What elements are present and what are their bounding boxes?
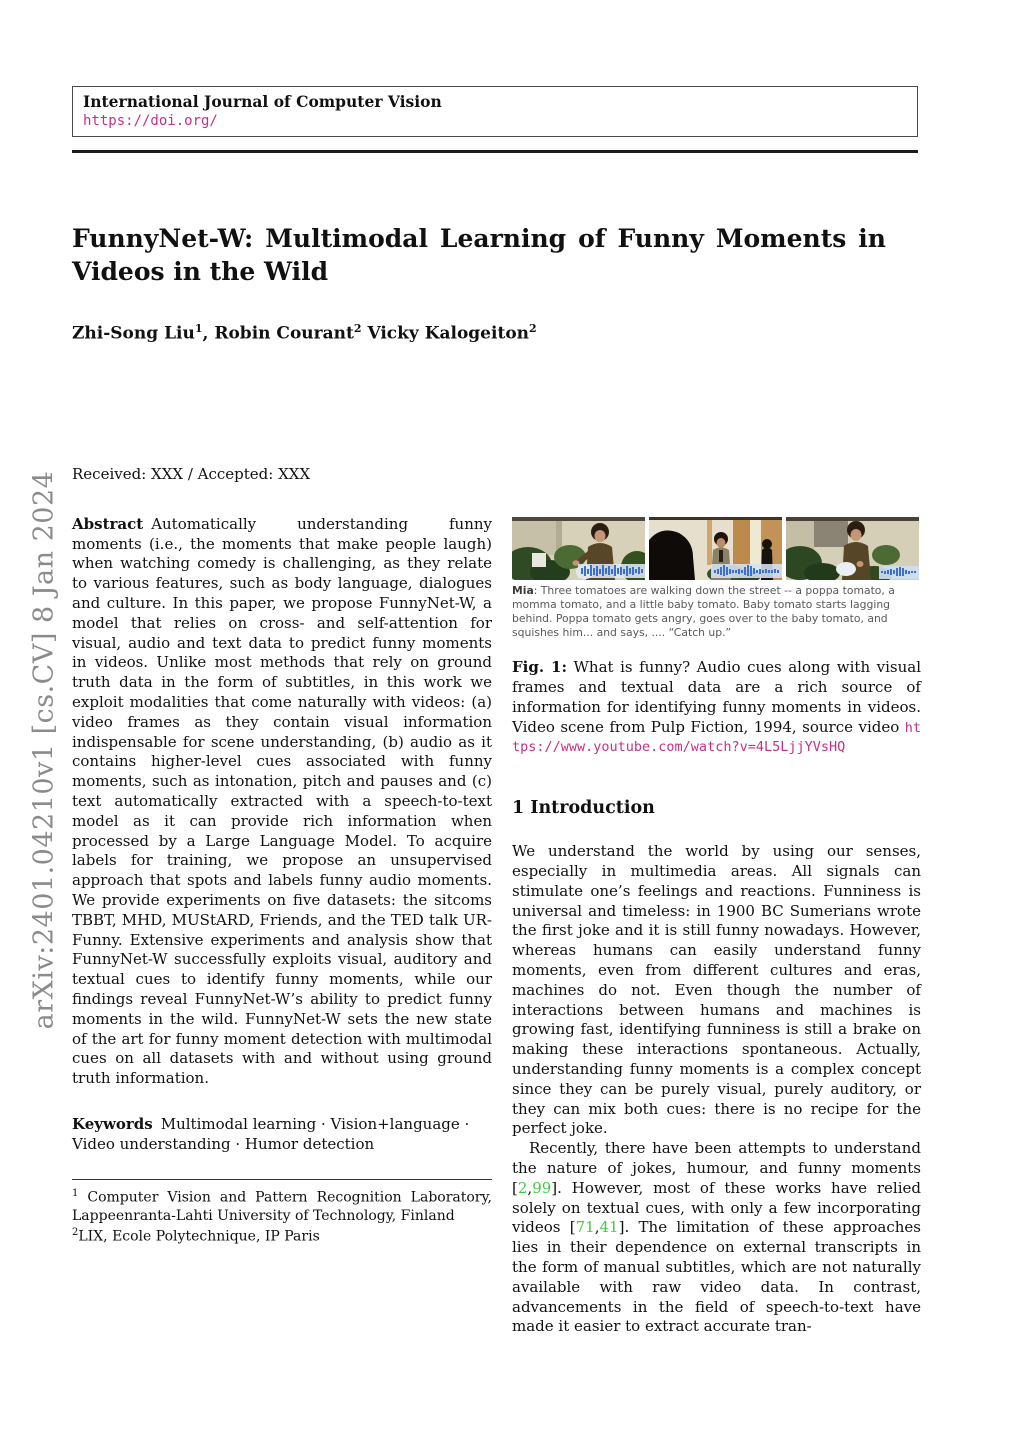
figure-1-caption bbox=[512, 658, 921, 757]
video-frame-3 bbox=[786, 517, 919, 580]
figure-1-caption-text: What is funny? Audio cues along with visual frames and textual data are a rich source of information for identifying funny moments in videos. Video scene from Pulp Fiction, 1994, source video https://www.youtube.com/watch?v=4L5LjjYVsHQ bbox=[512, 658, 921, 756]
video-frame-1 bbox=[512, 517, 645, 580]
abstract-paragraph bbox=[72, 515, 492, 1089]
introduction-paragraph-2: Recently, there have been attempts to understand the nature of jokes, humour, and funny moments [2,99]. However, most of these works have relied solely on textual cues, with only a few incorporating videos [71,41]. The limitation of these approaches lies in their dependence on external transcripts in the form of manual subtitles, which are not naturally available with raw video data. In contrast, advancements in the field of speech-to-text have made it easier to extract accurate tran- bbox=[512, 1139, 921, 1336]
citation-ref[interactable]: 41 bbox=[599, 1218, 619, 1237]
footnote: $^1$ Computer Vision and Pattern Recognition Laboratory, Lappeenranta-Lahti University of Technology, Finland bbox=[72, 1187, 492, 1225]
figure-1-transcript bbox=[512, 584, 921, 640]
external-link[interactable]: https://www.youtube.com/watch?v=4L5LjjYVsHQ bbox=[512, 719, 921, 756]
transcript-speaker: Mia bbox=[512, 584, 534, 597]
footnote: $^2$LIX, Ecole Polytechnique, IP Paris bbox=[72, 1226, 320, 1245]
frame-woman-talking bbox=[512, 517, 645, 580]
author-affiliation-sup: 1 bbox=[194, 322, 203, 335]
citation-ref[interactable]: 99 bbox=[532, 1178, 552, 1197]
footnote-block bbox=[72, 1179, 492, 1247]
journal-name: International Journal of Computer Vision bbox=[83, 92, 442, 111]
citation-ref[interactable]: 71 bbox=[575, 1218, 595, 1237]
footnote-sup: 1 bbox=[72, 1187, 79, 1199]
author-affiliation-sup: 2 bbox=[353, 322, 362, 335]
author-line: Zhi-Song Liu$^1$, Robin Courant$^2$ Vicky Kalogeiton$^2$ bbox=[72, 322, 537, 344]
footnote-sup: 2 bbox=[72, 1226, 79, 1238]
figure-1-film-strip bbox=[512, 517, 921, 580]
transcript-text: : Three tomatoes are walking down the street -- a poppa tomato, a momma tomato, and a little baby tomato. Baby tomato starts lagging behind. Poppa tomato gets angry, goes over to the baby tomato, and squishes him... and says, .... “Catch up.” bbox=[512, 584, 895, 640]
frame-woman-holding-cloth bbox=[786, 517, 919, 580]
keywords-line bbox=[72, 1115, 492, 1155]
journal-header-box bbox=[72, 86, 918, 137]
page-title: FunnyNet-W: Multimodal Learning of Funny Moments in Videos in the Wild bbox=[72, 224, 886, 287]
audio-waveform-icon bbox=[879, 566, 919, 579]
audio-waveform-icon bbox=[578, 564, 645, 578]
frame-two-men-courtyard bbox=[649, 517, 782, 580]
doi-link[interactable]: https://doi.org/ bbox=[83, 113, 218, 130]
figure-1-caption-label: Fig. 1: bbox=[512, 658, 567, 677]
left-column bbox=[72, 465, 492, 1246]
introduction-paragraph-1: We understand the world by using our senses, especially in multimedia areas. All signals can stimulate one’s feelings and reactions. Funniness is universal and timeless: in 1900 BC Sumerians wrote the first joke and it is still funny nowadays. However, whereas humans can easily understand funny moments, even from different cultures and eras, machines do not. Even though the number of interactions between humans and machines is growing fast, identifying funniness is still a brake on making these interactions spontaneous. Actually, understanding funny moments is a complex concept since they can be purely visual, purely auditory, or they can mix both cues: there is no recipe for the perfect joke. bbox=[512, 842, 921, 1138]
header-rule bbox=[72, 150, 918, 153]
author-name: Zhi-Song Liu bbox=[72, 323, 195, 344]
author-name: Robin Courant bbox=[214, 323, 354, 344]
audio-waveform-icon bbox=[711, 564, 782, 578]
received-accepted-line: Received: XXX / Accepted: XXX bbox=[72, 465, 311, 483]
author-affiliation-sup: 2 bbox=[529, 322, 537, 335]
abstract-text: Automatically understanding funny moments (i.e., the moments that make people laugh) when watching comedy is challenging, as they relate to various features, such as body language, dialogues and culture. In this paper, we propose FunnyNet-W, a model that relies on cross- and self-attention for visual, audio and text data to predict funny moments in videos. Unlike most methods that rely on ground truth data in the form of subtitles, in this work we exploit modalities that come naturally with videos: (a) video frames as they contain visual information indispensable for scene understanding, (b) audio as it contains higher-level cues associated with funny moments, such as intonation, pitch and pauses and (c) text automatically extracted with a speech-to-text model as it can provide rich information when processed by a Large Language Model. To acquire labels for training, we propose an unsupervised approach that spots and labels funny audio moments. We provide experiments on five datasets: the sitcoms TBBT, MHD, MUStARD, Friends, and the TED talk UR-Funny. Extensive experiments and analysis show that FunnyNet-W successfully exploits visual, auditory and textual cues to identify funny moments, while our findings reveal FunnyNet-W’s ability to predict funny moments in the wild. FunnyNet-W sets the new state of the art for funny moment detection with multimodal cues on all datasets with and without using ground truth information. bbox=[72, 514, 492, 1088]
section-heading-introduction: 1 Introduction bbox=[512, 798, 655, 819]
keywords-text: Multimodal learning · Vision+language · Video understanding · Humor detection bbox=[72, 1114, 470, 1153]
abstract-label: Abstract bbox=[72, 514, 144, 533]
keywords-label: Keywords bbox=[72, 1114, 153, 1133]
citation-ref[interactable]: 2 bbox=[517, 1178, 528, 1197]
author-name: Vicky Kalogeiton bbox=[367, 323, 530, 344]
video-frame-2 bbox=[649, 517, 782, 580]
arxiv-watermark: arXiv:2401.04210v1 [cs.CV] 8 Jan 2024 bbox=[28, 470, 60, 1030]
right-column bbox=[512, 517, 921, 1337]
